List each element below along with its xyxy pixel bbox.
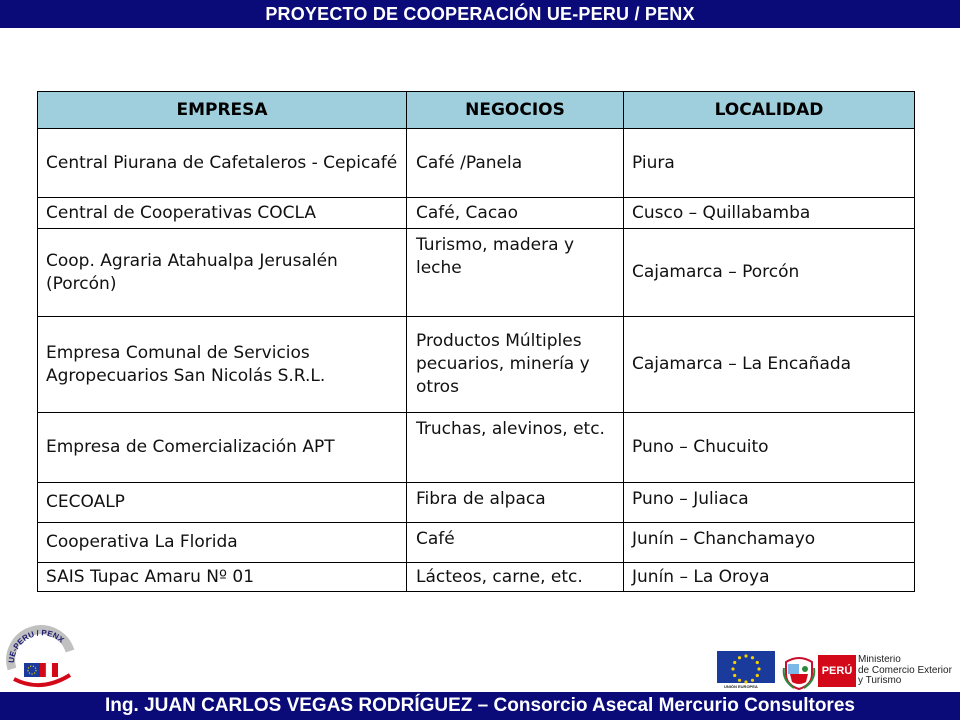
cell-negocios: Truchas, alevinos, etc. bbox=[407, 413, 624, 483]
ministry-logo-text bbox=[858, 655, 960, 687]
cell-empresa: Central Piurana de Cafetaleros - Cepicafé bbox=[38, 129, 407, 198]
table-row bbox=[38, 483, 915, 523]
table-row bbox=[38, 563, 915, 592]
cell-empresa: Empresa Comunal de Servicios Agropecuarios San Nicolás S.R.L. bbox=[38, 317, 407, 413]
table-row bbox=[38, 317, 915, 413]
cell-negocios: Turismo, madera y leche bbox=[407, 229, 624, 317]
cell-empresa: Central de Cooperativas COCLA bbox=[38, 198, 407, 229]
cell-negocios: Fibra de alpaca bbox=[407, 483, 624, 523]
cell-localidad: Cusco – Quillabamba bbox=[624, 198, 915, 229]
column-header-empresa: EMPRESA bbox=[38, 92, 407, 129]
cell-negocios: Productos Múltiples pecuarios, minería y otros bbox=[407, 317, 624, 413]
cell-localidad: Junín – La Oroya bbox=[624, 563, 915, 592]
cell-empresa: Empresa de Comercialización APT bbox=[38, 413, 407, 483]
page-title: PROYECTO DE COOPERACIÓN UE-PERU / PENX bbox=[0, 0, 960, 28]
cell-negocios: Lácteos, carne, etc. bbox=[407, 563, 624, 592]
project-logo bbox=[6, 623, 76, 691]
cell-negocios: Café /Panela bbox=[407, 129, 624, 198]
table-row bbox=[38, 198, 915, 229]
peru-label: PERÚ bbox=[818, 655, 856, 687]
column-header-localidad: LOCALIDAD bbox=[624, 92, 915, 129]
cell-empresa: CECOALP bbox=[38, 483, 407, 523]
cell-localidad: Piura bbox=[624, 129, 915, 198]
table-row bbox=[38, 229, 915, 317]
cell-negocios: Café, Cacao bbox=[407, 198, 624, 229]
footer-credit: Ing. JUAN CARLOS VEGAS RODRÍGUEZ – Consorcio Asecal Mercurio Consultores bbox=[0, 692, 960, 720]
table-row bbox=[38, 413, 915, 483]
ministry-line: Ministerio bbox=[858, 655, 901, 665]
cell-localidad: Puno – Chucuito bbox=[624, 413, 915, 483]
peru-coat-of-arms-icon bbox=[782, 652, 816, 690]
table-header-row bbox=[38, 92, 915, 129]
column-header-negocios: NEGOCIOS bbox=[407, 92, 624, 129]
project-logo-text: UE-PERU / PENX bbox=[6, 628, 66, 664]
eu-caption: UNIÓN EUROPEA bbox=[724, 684, 758, 689]
cell-empresa: SAIS Tupac Amaru Nº 01 bbox=[38, 563, 407, 592]
table-row bbox=[38, 523, 915, 563]
cell-localidad: Junín – Chanchamayo bbox=[624, 523, 915, 563]
cell-negocios: Café bbox=[407, 523, 624, 563]
cell-localidad: Cajamarca – Porcón bbox=[624, 229, 915, 317]
cell-localidad: Cajamarca – La Encañada bbox=[624, 317, 915, 413]
companies-table bbox=[37, 91, 915, 592]
table-row bbox=[38, 129, 915, 198]
cell-empresa: Cooperativa La Florida bbox=[38, 523, 407, 563]
cell-localidad: Puno – Juliaca bbox=[624, 483, 915, 523]
ministry-line: y Turismo bbox=[858, 675, 902, 686]
ministry-line: de Comercio Exterior bbox=[858, 664, 952, 676]
cell-empresa: Coop. Agraria Atahualpa Jerusalén (Porcón) bbox=[38, 229, 407, 317]
svg-text:UE-PERU / PENX bbox=[7, 628, 66, 663]
